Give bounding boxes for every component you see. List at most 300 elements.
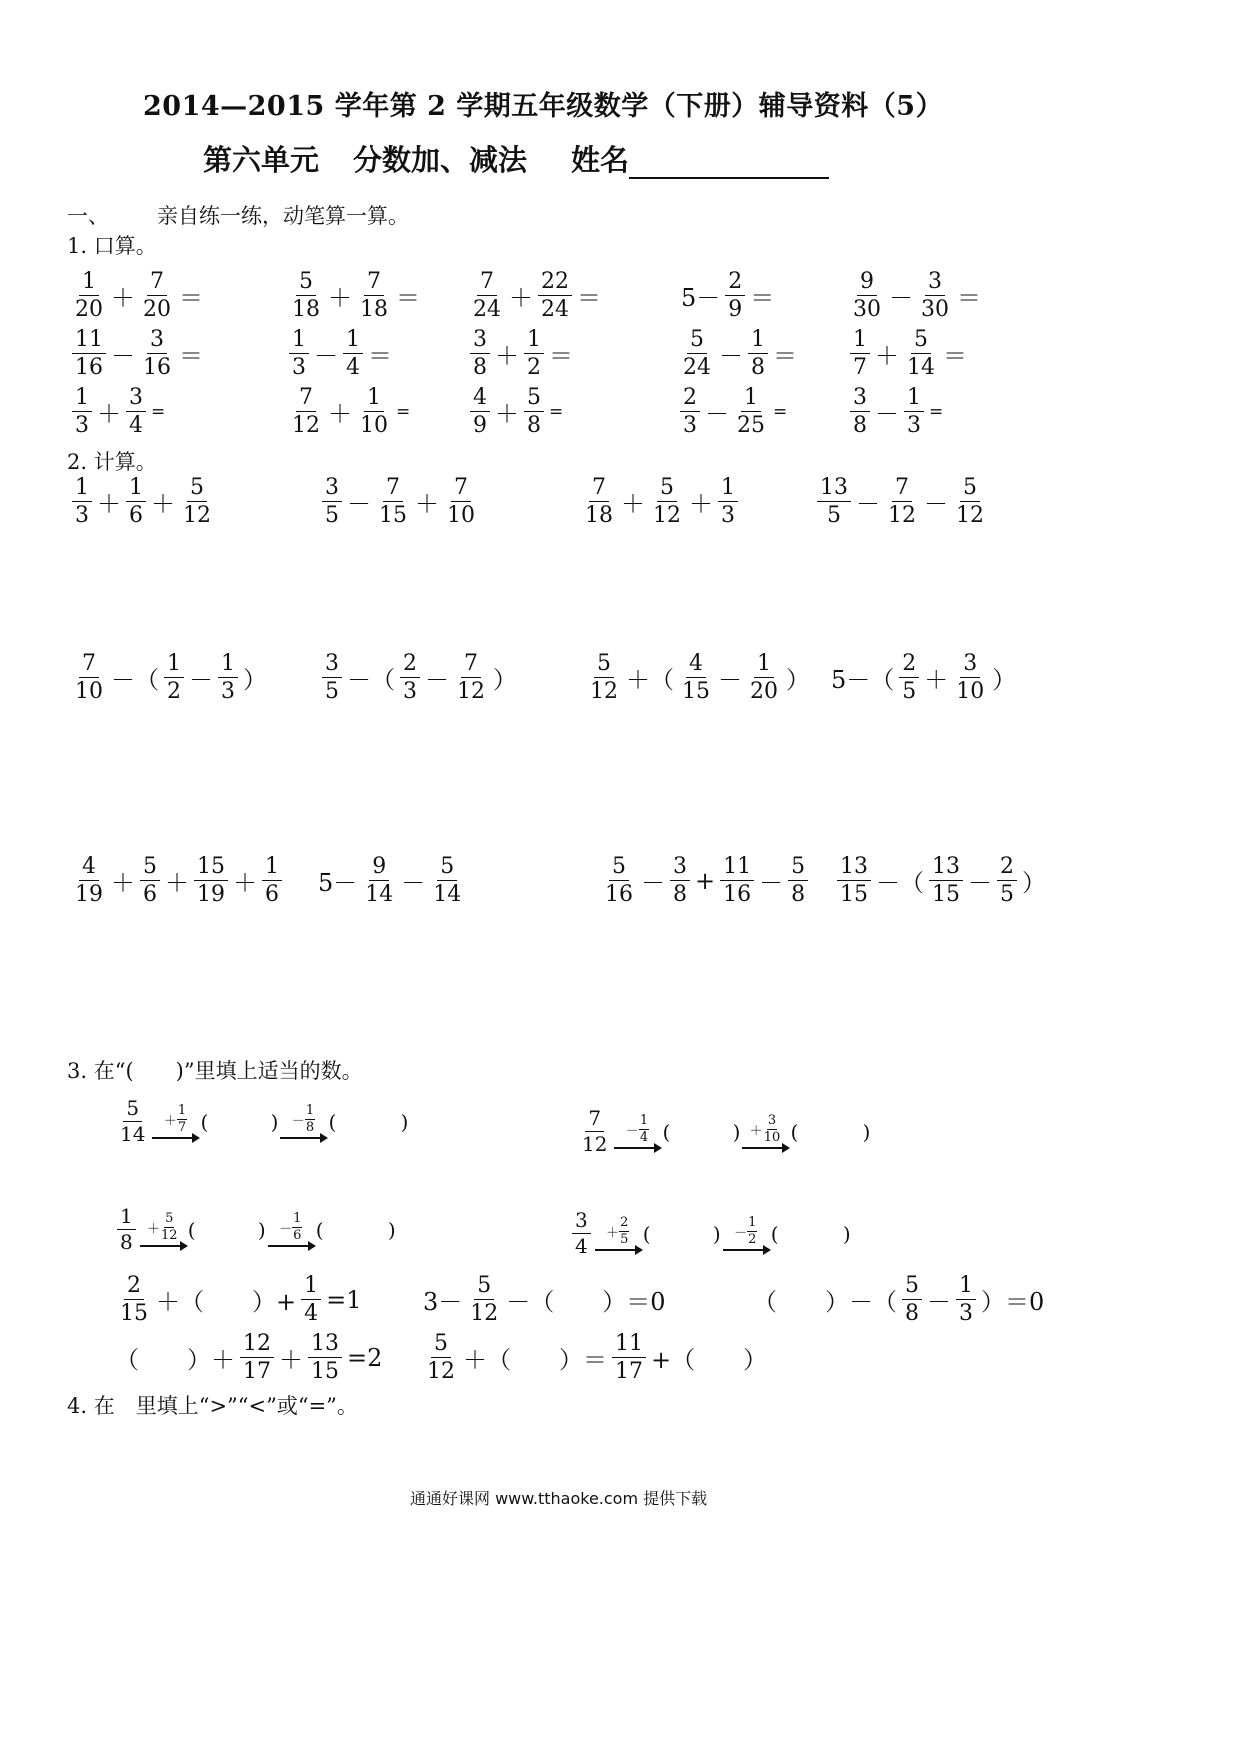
denominator: 15 (840, 882, 868, 908)
denominator: 18 (585, 503, 613, 529)
operator: 3－ (423, 1288, 463, 1317)
fraction (240, 1332, 274, 1383)
operator: 5－ (681, 284, 721, 313)
numerator: 13 (817, 476, 851, 502)
numerator: 22 (538, 270, 572, 296)
answer-blank[interactable]: ( ) (328, 1109, 409, 1134)
operator: ） (786, 666, 810, 695)
calc-item (600, 855, 810, 906)
denominator: 12 (582, 1132, 608, 1156)
numerator: 15 (194, 855, 228, 881)
operator: ＝ (773, 342, 797, 371)
fraction (670, 855, 690, 906)
numerator: 5 (140, 855, 160, 881)
fraction (956, 1274, 976, 1325)
denominator: 12 (292, 413, 320, 439)
fraction (850, 270, 884, 321)
numerator: 1 (754, 652, 774, 678)
numerator: 3 (147, 328, 167, 354)
operator: － (889, 284, 913, 313)
fraction (292, 1212, 302, 1242)
fraction (650, 476, 684, 527)
section-number: 一、 (67, 204, 109, 228)
numerator: 7 (296, 386, 316, 412)
oral-calc-item (468, 270, 604, 321)
oral-calc-item (468, 386, 566, 437)
numerator: 7 (589, 476, 609, 502)
denominator: 16 (605, 882, 633, 908)
part2-label: 2. 计算。 (67, 450, 157, 474)
numerator: 3 (960, 652, 980, 678)
numerator: 5 (960, 476, 980, 502)
numerator: 3 (470, 328, 490, 354)
operator: ＝ (943, 342, 967, 371)
operator: － (111, 342, 135, 371)
fraction (180, 476, 214, 527)
fraction (160, 1212, 179, 1242)
fraction (524, 386, 544, 437)
fraction (763, 1114, 782, 1144)
numerator: 1 (293, 1211, 302, 1227)
numerator: 1 (126, 476, 146, 502)
operator: =2 (347, 1343, 383, 1372)
numerator: 5 (123, 1098, 142, 1122)
numerator: 11 (612, 1332, 646, 1358)
denominator: 2 (167, 679, 181, 705)
numerator: 1 (72, 476, 92, 502)
denominator: 12 (427, 1359, 455, 1385)
numerator: 1 (748, 328, 768, 354)
denominator: 5 (620, 1232, 629, 1247)
denominator: 5 (902, 679, 917, 705)
denominator: 18 (292, 297, 320, 323)
denominator: 3 (75, 503, 89, 529)
fraction (289, 328, 309, 379)
footer-text: 通通好课网 www.tthaoke.com 提供下载 (410, 1489, 708, 1508)
denominator: 5 (827, 503, 841, 529)
numerator: 5 (657, 476, 677, 502)
operator: － (968, 869, 992, 898)
operator: ＋ (328, 400, 352, 429)
operator: ＋ (279, 1346, 303, 1375)
denominator: 16 (143, 355, 171, 381)
numerator: 5 (911, 328, 931, 354)
numerator: 7 (79, 652, 99, 678)
fraction (305, 1104, 315, 1134)
number-chain (115, 1098, 408, 1145)
denominator: 19 (75, 882, 103, 908)
arrow-step (595, 1216, 641, 1250)
denominator: 8 (527, 413, 541, 439)
numerator: 5 (788, 855, 808, 881)
numerator: 1 (364, 386, 384, 412)
fraction (850, 386, 870, 437)
denominator: 15 (379, 503, 407, 529)
operator: （ ）＋ (115, 1346, 235, 1375)
operator: ＋ (621, 490, 645, 519)
operator: ＋ (151, 490, 175, 519)
fraction (679, 652, 713, 703)
numerator: 2 (124, 1274, 144, 1300)
fraction (902, 1274, 922, 1325)
denominator: 15 (932, 882, 960, 908)
numerator: 5 (437, 855, 457, 881)
operator: ＋ (689, 490, 713, 519)
fraction (602, 855, 636, 906)
answer-blank[interactable]: ( ) (315, 1217, 396, 1242)
numerator: 1 (218, 652, 238, 678)
denominator: 14 (365, 882, 394, 908)
denominator: 8 (120, 1230, 133, 1254)
denominator: 16 (75, 355, 103, 381)
operator: = (773, 401, 788, 422)
fraction (430, 855, 464, 906)
operator: = (151, 401, 166, 422)
operator: ＝ (179, 284, 203, 313)
fraction (467, 1274, 501, 1325)
operator: － (401, 869, 426, 898)
oral-calc-item (287, 270, 423, 321)
denominator: 8 (853, 413, 867, 439)
answer-blank[interactable]: ( ) (187, 1217, 266, 1242)
numerator: 3 (572, 1210, 591, 1234)
numerator: 5 (609, 855, 629, 881)
operator: 5－（ (831, 666, 895, 695)
fraction (289, 270, 323, 321)
arrow-right-icon (140, 1245, 186, 1247)
numerator: 3 (850, 386, 870, 412)
oral-calc-item (70, 386, 168, 437)
calc-item (70, 476, 216, 527)
operator: + (695, 866, 716, 895)
fraction (164, 652, 184, 703)
step-sign: ＋ (146, 1222, 160, 1237)
denominator: 3 (683, 413, 697, 439)
operator: ＝ (577, 284, 601, 313)
numerator: 13 (837, 855, 871, 881)
fraction (140, 270, 174, 321)
numerator: 2 (899, 652, 919, 678)
numerator: 9 (857, 270, 877, 296)
operator: － (924, 490, 948, 519)
operator: ） (243, 666, 267, 695)
numerator: 7 (364, 270, 384, 296)
denominator: 12 (457, 679, 485, 705)
oral-calc-item (848, 386, 946, 437)
operator: ＋ (495, 342, 519, 371)
calc-item (70, 652, 270, 703)
denominator: 3 (907, 413, 921, 439)
fraction (639, 1114, 649, 1144)
denominator: 4 (575, 1234, 588, 1258)
denominator: 3 (292, 355, 306, 381)
numerator: 3 (126, 386, 146, 412)
numerator: 2 (725, 270, 745, 296)
fraction (953, 652, 987, 703)
fraction (218, 652, 238, 703)
fraction (997, 855, 1017, 906)
operator: －（ (876, 869, 924, 898)
numerator: 5 (431, 1332, 451, 1358)
calc-item (585, 652, 813, 703)
denominator: 16 (723, 882, 752, 908)
numerator: 11 (72, 328, 106, 354)
operator: ＋ (495, 400, 519, 429)
name-label: 姓名 (571, 143, 630, 177)
oral-calc-item (70, 328, 206, 379)
numerator: 7 (383, 476, 403, 502)
denominator: 12 (470, 1301, 499, 1327)
number-chain (577, 1108, 870, 1155)
fraction (524, 328, 544, 379)
numerator: 2 (680, 386, 700, 412)
fraction (400, 652, 420, 703)
part4-label: 4. 在 里填上“>”“<”或“=”。 (67, 1394, 358, 1418)
denominator: 8 (305, 1120, 315, 1135)
fraction (308, 1332, 342, 1383)
denominator: 17 (243, 1359, 271, 1385)
denominator: 12 (653, 503, 681, 529)
numerator: 7 (585, 1108, 604, 1132)
denominator: 8 (673, 882, 687, 908)
operator: － (314, 342, 338, 371)
denominator: 7 (853, 355, 867, 381)
fraction (953, 476, 987, 527)
denominator: 3 (959, 1301, 973, 1327)
calc-item (828, 652, 1019, 703)
oral-calc-item (468, 328, 576, 379)
numerator: 7 (892, 476, 912, 502)
fraction (72, 855, 106, 906)
denominator: 6 (293, 1228, 302, 1243)
fill-equation (115, 1274, 365, 1325)
denominator: 5 (325, 679, 339, 705)
denominator: 20 (143, 297, 171, 323)
denominator: 4 (304, 1301, 319, 1327)
denominator: 30 (921, 297, 949, 323)
denominator: 24 (541, 297, 569, 323)
arrow-step (723, 1216, 769, 1250)
fraction (587, 652, 621, 703)
fraction (579, 1108, 610, 1155)
operator: 5－ (318, 869, 358, 898)
fraction (362, 855, 396, 906)
calc-item (580, 476, 740, 527)
numerator: 5 (687, 328, 707, 354)
numerator: 4 (686, 652, 706, 678)
numerator: 1 (343, 328, 363, 354)
fraction (322, 476, 342, 527)
fraction (612, 1332, 646, 1383)
denominator: 12 (160, 1228, 178, 1243)
fraction (918, 270, 952, 321)
denominator: 24 (683, 355, 711, 381)
operator: ＋（ ）＝ (463, 1346, 607, 1375)
fraction (619, 1216, 629, 1246)
number-chain (570, 1210, 851, 1257)
oral-calc-item (287, 328, 395, 379)
fraction (850, 328, 870, 379)
denominator: 12 (956, 503, 984, 529)
denominator: 25 (737, 413, 765, 439)
numerator: 13 (308, 1332, 342, 1358)
denominator: 8 (791, 882, 806, 908)
fraction (899, 652, 919, 703)
calc-item (815, 476, 989, 527)
denominator: 15 (682, 679, 710, 705)
numerator: 7 (461, 652, 481, 678)
numerator: 1 (524, 328, 544, 354)
operator: － (875, 400, 899, 429)
answer-blank[interactable]: ( ) (642, 1221, 721, 1246)
numerator: 1 (956, 1274, 976, 1300)
denominator: 6 (129, 503, 143, 529)
numerator: 11 (720, 855, 754, 881)
fraction (725, 270, 745, 321)
operator: － (425, 666, 449, 695)
operator: = (396, 401, 411, 422)
arrow-right-icon (595, 1249, 641, 1251)
arrow-right-icon (742, 1147, 788, 1149)
operator: －（ (347, 666, 395, 695)
answer-blank[interactable]: ( ) (200, 1109, 279, 1134)
operator: ＋ (328, 284, 352, 313)
operator: ＝ (549, 342, 573, 371)
answer-blank[interactable]: ( ) (790, 1119, 871, 1144)
numerator: 1 (748, 1215, 757, 1231)
denominator: 8 (905, 1301, 919, 1327)
answer-blank[interactable]: ( ) (662, 1119, 741, 1144)
fraction (904, 386, 924, 437)
operator: － (718, 666, 742, 695)
numerator: 5 (296, 270, 316, 296)
denominator: 4 (346, 355, 360, 381)
numerator: 13 (929, 855, 963, 881)
fraction (470, 328, 490, 379)
operator: =1 (326, 1285, 362, 1314)
fraction (343, 328, 363, 379)
numerator: 2 (997, 855, 1017, 881)
numerator: 1 (741, 386, 761, 412)
answer-blank[interactable]: ( ) (770, 1221, 851, 1246)
oral-calc-item (678, 270, 777, 321)
operator: ＋ (924, 666, 949, 695)
operator: －（ (111, 666, 159, 695)
operator: ＋ (111, 284, 135, 313)
denominator: 17 (615, 1359, 643, 1385)
fraction (718, 476, 738, 527)
section-heading (67, 200, 409, 230)
operator: ＋ (233, 869, 257, 898)
unit-label: 第六单元 (203, 143, 320, 177)
denominator: 20 (750, 679, 778, 705)
step-sign: － (291, 1114, 305, 1129)
denominator: 5 (325, 503, 339, 529)
denominator: 14 (433, 882, 462, 908)
operator: ） (493, 666, 517, 695)
numerator: 1 (72, 386, 92, 412)
operator: = (929, 401, 944, 422)
arrow-step (614, 1114, 660, 1148)
arrow-step (140, 1212, 186, 1246)
part1-label: 1. 口算。 (67, 234, 157, 258)
denominator: 19 (197, 882, 225, 908)
numerator: 1 (718, 476, 738, 502)
step-sign: ＋ (163, 1114, 177, 1129)
oral-calc-item (678, 328, 800, 379)
denominator: 7 (177, 1120, 187, 1135)
fraction (734, 386, 768, 437)
operator: ＝ (957, 284, 981, 313)
arrow-right-icon (280, 1137, 326, 1139)
operator: ＝ (396, 284, 420, 313)
fill-equation (750, 1274, 1047, 1325)
numerator: 1 (164, 652, 184, 678)
fraction (904, 328, 938, 379)
numerator: 9 (369, 855, 389, 881)
operator: = (549, 401, 564, 422)
fraction (72, 652, 106, 703)
fraction (538, 270, 572, 321)
denominator: 6 (265, 882, 279, 908)
operator: +（ ） (651, 1346, 768, 1375)
operator: －（ ）＝0 (506, 1288, 666, 1317)
fraction (885, 476, 919, 527)
operator: ＝ (750, 284, 775, 313)
numerator: 5 (474, 1274, 494, 1300)
numerator: 3 (322, 652, 342, 678)
calc-item (320, 652, 520, 703)
fraction (126, 476, 146, 527)
name-blank[interactable] (629, 147, 829, 179)
arrow-right-icon (723, 1249, 769, 1251)
operator: ＋ (875, 342, 899, 371)
fraction (376, 476, 410, 527)
denominator: 10 (360, 413, 388, 439)
operator: － (927, 1288, 951, 1317)
fraction (572, 1210, 591, 1257)
step-sign: ＋ (606, 1226, 620, 1241)
denominator: 12 (590, 679, 618, 705)
denominator: 15 (120, 1301, 148, 1327)
denominator: 2 (527, 355, 541, 381)
denominator: 3 (221, 679, 235, 705)
numerator: 7 (477, 270, 497, 296)
denominator: 3 (75, 413, 89, 439)
numerator: 7 (147, 270, 167, 296)
operator: ＋ (415, 490, 439, 519)
fraction (322, 652, 342, 703)
fraction (720, 855, 754, 906)
fraction (357, 386, 391, 437)
fraction (72, 476, 92, 527)
fraction (817, 476, 851, 527)
fraction (444, 476, 478, 527)
operator: ） (992, 666, 1017, 695)
denominator: 3 (721, 503, 735, 529)
denominator: 15 (311, 1359, 339, 1385)
fraction (929, 855, 963, 906)
denominator: 6 (143, 882, 157, 908)
numerator: 3 (322, 476, 342, 502)
denominator: 10 (447, 503, 475, 529)
fraction (140, 855, 160, 906)
fraction (72, 270, 106, 321)
numerator: 3 (925, 270, 945, 296)
numerator: 2 (620, 1215, 629, 1231)
fraction (289, 386, 323, 437)
numerator: 5 (594, 652, 614, 678)
